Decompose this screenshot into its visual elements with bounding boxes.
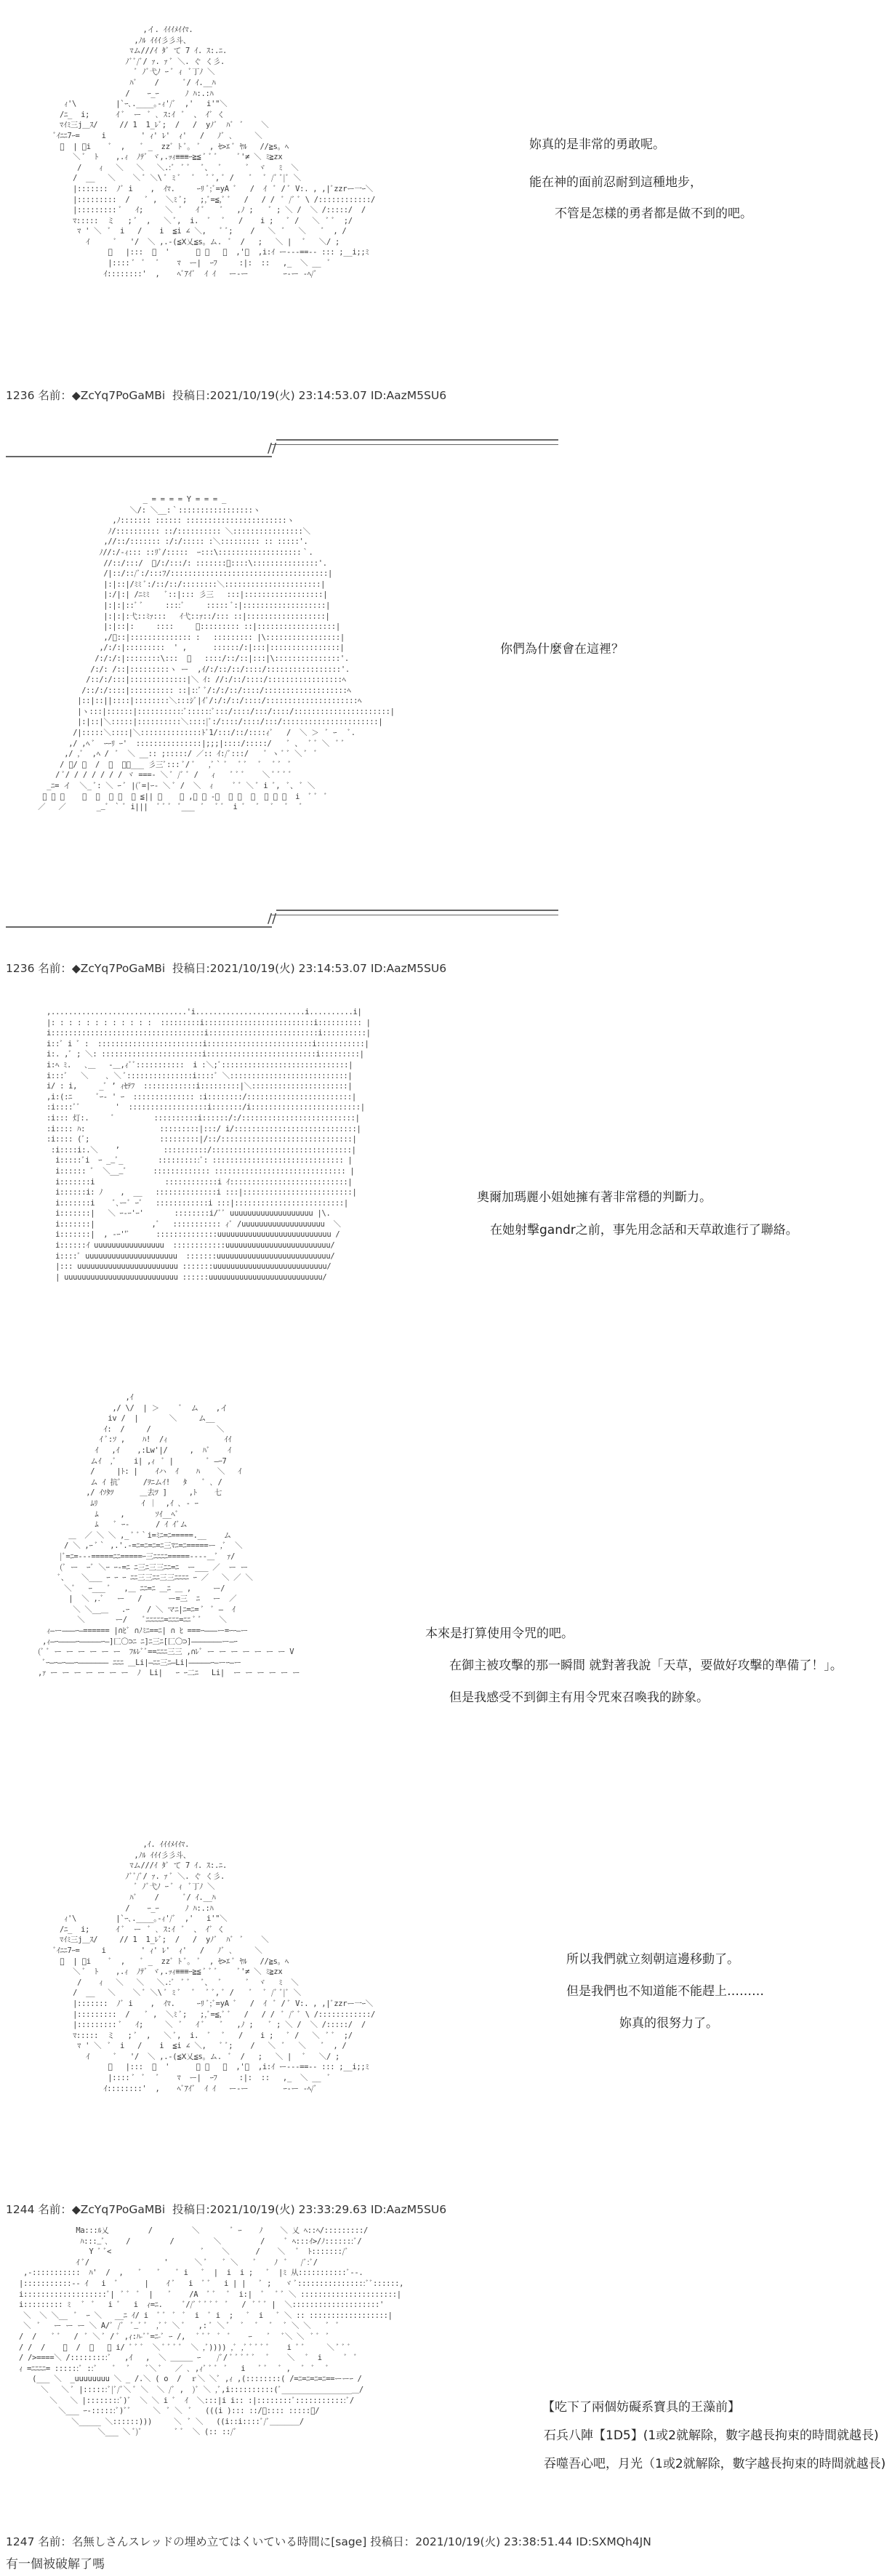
dialogue-line: 能在神的面前忍耐到這種地步，: [529, 175, 702, 190]
dialogue-line: 但是我們也不知道能不能趕上………: [566, 1984, 764, 1999]
ascii-art-figure: _ = = = = Y = = = _ ＼/: ＼__:｀:::::::::::::::::ヽ ,ﾉ::::::: :::::: :::::::::::::::::::::::ヽ ﾉ/:::::::::: ::/:::::::::: ＼::::::::::::::::＼ ,//::/::::::: :/:/::::: :＼::::::::: :: :::::'. ﾉ//:/-ｨ::: ::ﾘﾞ/::::: ｰ:::\:::::::::::::::::::｀. //::/:::/ ﾞ/:/:::/: :::::::＼::::\:::::::::::::::'. /|::/::/ﾞ:/:::ﾌ/::::::::::::::::::::::::::::::::::::| |:|::|/ﾐﾐ ﾞ:/::/::/::::::::＼::::::::::::::::::::::| |:/|:| /ﾆﾐﾐ ﾞ::|::: 彡三 :::|::::::::::::::::::| |:|:|::ﾞ ﾞ ::::ﾞ ::::: ﾞ:|:::::::::::::::::::| |:|:|:弋::ﾐｧ::: ｲ弋::ｧ::/::: ::|::::::::::::::::::| |:|::|: :::: ﾞ::::::::: ::|::::::::::::::::::| ,/ﾞ::|:::::::::::::: : ::::::::: |\:::::::::::::::::| ,/:/:|::::::::: ' , ::::::/:|:::|::::::::::::::::| /:/:/:|::::::::\::: ﾞ ::::/::/::|:::|\:::::::::::::::'. /:/: /::|:::::::::ヽ ー ,ｲ/:/::/::/::::/:::::::::::::::::'. /::/:/:::|:::::::::::::|＼ ｲ: //:/::/::::/:::::::::::::::::ﾍ /::/:/::::|:::::::::: ::|::ﾞ ﾞ/:/:/::/::::/:::::::::::::::::::ﾍ |::|::||::::|::::::::＼:::ｼﾞ|ｲﾞ/:/:/::/::::/:::::::::::::::::::::ﾍ |ヽ:::|::::::|:::::::::::ﾞ::::::ﾞ:::/::::/:::/::::/::::::::::::::::::::::| |:|::|＼:::::|::::::::::＼::::|ﾞ:/::::/::::/:::/::::::::::::::::::::::| /|:::::＼::::|＼::::::::::::::ﾄﾞ1/:::/::/::::ｨﾞ / ＼ ＞ ﾞ ｰ ﾞ. ,/ ,ﾍ ﾞ ｰｰﾘ ｰ' :::::::::::::::|;;;|::::/:::::/ ﾞ 、 ﾞ ﾞ ＼ ﾞ ﾞ ,/ ,ﾞ ,ﾍ / ﾞ ＼ __:: ;:::::/ ／:: ｲ:/ﾞ:::/ ﾞ ヽ ﾞ ﾞ ＼ ﾞ ﾞ / ﾞ/ ﾞ / ﾞ ﾞ＼___ 彡三ﾞ::: ﾞ/ ﾞ ,ﾞ｀ ﾞ ﾞ ﾞ ﾞ ﾞ ﾞ ﾞ / ﾞ/ / / / / / / ヾ ===- ＼ ﾞ /ﾞ ﾞ / ｨ ﾞ ﾞ ﾞ ＼ ﾞ ﾞ ﾞ ﾞ _ﾆ= イ ＼_ ﾞ: ＼ ｰ ﾞ |(ﾞ=|ｰ- ＼ ﾞ / ＼ ｨ ﾞ ﾞ ＼ ﾞ i ﾞ, ﾞ、 ﾞ ＼ ﾞ ｰ ﾞ ﾞ ﾞ ﾞ ﾞ ﾞ ≦|| ﾞ ＼ ,ﾞ ﾞ -＜ ﾞ ﾞ ﾞ ﾞ ﾞ ﾞ i ﾞ ﾞ ﾞ ／ ／ __ﾞ ｀ ﾞ i||| ﾞ ﾞ ﾞ ﾞ___ ﾞ ﾞ ﾞ i ﾞ ﾞ ﾞ ﾞ ﾞ: [38, 495, 395, 812]
dialogue-line: 奧爾加瑪麗小姐她擁有著非常穩的判斷力。: [477, 1190, 712, 1205]
post-header: 1236 名前：◆ZcYq7PoGaMBi ￼ 投稿日:2021/10/19(火) 23:14:53.07 ID:AazM5SU6: [6, 962, 447, 975]
separator-line: [276, 439, 558, 441]
separator-line: [270, 444, 558, 445]
separator-slash: //: [268, 441, 277, 456]
dialogue-line: 妳真的是非常的勇敢呢。: [529, 137, 665, 152]
post-header: 1247 名前：名無しさんスレッドの埋め立てはくいている時間に[sage] 投稿日：2021/10/19(火) 23:38:51.44 ID:SXMQh4JN: [6, 2535, 651, 2548]
separator-slash: //: [268, 911, 277, 926]
separator-line: [276, 910, 558, 911]
post-header: 1244 名前：◆ZcYq7PoGaMBi ￼ 投稿日:2021/10/19(火) 23:33:29.63 ID:AazM5SU6: [6, 2203, 447, 2216]
dialogue-line: 你們為什麼會在這裡？: [500, 642, 624, 657]
separator-line: [6, 926, 272, 928]
ascii-art-figure: ,イ. ｲｲｲﾒｲｲﾏ. ,ﾉﾙ ｲｲｲ彡彡斗、 ﾏム///ｲ ﾀﾞ て 7 ｲ. ｽ:.ﾆ. ﾉﾞﾞ/ﾞ/ ｧ. ｧ ﾞ ＼. ぐ く彡. ﾞ ﾉﾞ弋ﾉ ｰ ﾞ ｨ ﾞ丁ﾉ ＼ ﾊﾞ / ﾞ/ ｲ.__ﾊ / ｰ_ｰ ﾉ ﾊ:.:ﾊ ｨ'\ |`ｰ､.____｡-ｨ'/ﾞ ,' i'"＼ /ﾆ_ i; ｲ ﾞ ー ﾞ ､ ｽ:ｲ ﾞ 、 ｲﾞ く ﾏｲﾐ三j＿ｽ/ // 1 1_ﾚﾞ; / / yﾉﾞ ﾊﾞ ﾞ ＼ ﾞｲﾆﾆ7ｰ= i ' ｨ' ﾚ' ｨ' / ﾉﾞ ､ ＼ ﾞ | ﾞi ﾞ , ﾞ _ zzﾞ ﾄ ﾞ｡ ﾞ , ｾ>ｴ ﾞ ﾔﾙ //≧s。ﾍ ＼ ﾞ ﾄ ,.ｨ ﾉﾃﾞ ヾ,.ｯｨ≡≡≡ｰ≧≦ ﾞ ﾞ ﾞ ﾞ'≠ ＼ ﾐ≧zx / ｨ ＼ ＼ ＼.:ﾞ ﾞ ﾞ ﾞ、 ﾞ ﾞ ヾ ﾐ ＼ / __ ＼ ＼ ﾞ ＼\ ﾞ ﾐ ﾞ ﾞ ﾞ ﾞ, ﾞ / ﾞ ﾞ /ﾞ ﾞ|ﾞ ＼ |::::::: ﾉﾞ i , ｲﾏ. ｰﾘ ﾞ;ﾞ=yA ﾞ / ｲ ﾞ / ﾞ V:. , ,|ﾞzzrー一ｰ＼ |::::::::: / ﾞ , ＼ﾐ ﾞ; ;,ﾞ=≦,ﾞ ﾞ / / / ﾞ /ﾞ ﾞ \ /::::::::::::/ |::::::::: ﾞ ｲ; ＼ ﾞ ｲ ﾞ ﾞ ,ﾉ ; ﾞ ; ＼ / ＼ /:::::/ / ﾏ::::: ミ ; ﾞ , ＼ ﾞ, i. ﾞ ﾞ / i ; ﾞ / ＼ ﾞ ﾞ ;/ ﾏ ' ＼ ﾞ i / i ≦i ∠ ＼, ﾞ ﾞ; / ＼ ﾞ ＼ ﾞ , / ｲ ﾞ '/ ＼ ,.-(≦Ⅹ乂≦s。ム. ﾞ / ; ＼ | ﾞ ＼/ ; ﾞ |::: ﾞ ' ﾞ ﾞ ﾞ ,'ﾞ ,i:ｲ ー---==-- ::: ;__i;;ﾐ |:::: ﾞ ﾞ ﾞ ﾏ ー| ｰﾌ :|: :: ,_ ＼ __ ﾞ ｲ::::::::' , ﾍﾞｱｲﾞ ｲ ｲ ー-ー ｰ-ー -ﾍ/ﾞ: [51, 25, 376, 278]
dialogue-line: 吞噬吾心吧，月光（1或2就解除，數字越長拘束的時間就越長): [544, 2457, 886, 2471]
post-header: 1236 名前：◆ZcYq7PoGaMBi ￼ 投稿日:2021/10/19(火) 23:14:53.07 ID:AazM5SU6: [6, 389, 447, 402]
dialogue-line: 不管是怎樣的勇者都是做不到的吧。: [555, 206, 752, 221]
dialogue-line: 在御主被攻擊的那一瞬間 就對著我說「天草，要做好攻擊的準備了！」。: [449, 1658, 843, 1673]
dialogue-line: 本來是打算使用令咒的吧。: [425, 1626, 574, 1641]
ascii-art-figure: ,ｲ. ｲｲｲﾒｲｲﾏ. ,ﾉﾙ ｲｲｲ彡彡斗、 ﾏム///ｲ ﾀﾞ て 7 ｲ. ｽ:.ﾆ. ﾉﾞﾞ/ﾞ/ ｧ. ｧ ﾞ ＼. ぐ く彡. ﾞ ﾉﾞ弋ﾉ ｰ ﾞ ｨ ﾞ丁ﾉ ＼ ﾊﾞ / ﾞ/ ｲ.__ﾊ / ｰ_ｰ ﾉ ﾊ:.:ﾊ ｨ'\ |`ｰ､.____｡-ｨ'/ﾞ ,' i'"＼ /ﾆ_ i; ｲ ﾞ ー ﾞ ､ ｽ:ｲ ﾞ 、 ｲﾞ く ﾏｲﾐ三j＿ｽ/ // 1 1_ﾚﾞ; / / yﾉﾞ ﾊﾞ ﾞ ＼ ﾞｲﾆﾆ7ｰ= i ' ｨ' ﾚ' ｨ' / ﾉﾞ ､ ＼ ﾞ | ﾞi ﾞ , ﾞ _ zzﾞ ﾄ ﾞ｡ ﾞ , ｾ>ｴ ﾞ ﾔﾙ //≧s。ﾍ ＼ ﾞ ﾄ ,.ｨ ﾉﾃﾞ ヾ,.ｯｨ≡≡≡ｰ≧≦ ﾞ ﾞ ﾞ ﾞ'≠ ＼ ﾐ≧zx / ｨ ＼ ＼ ＼.:ﾞ ﾞ ﾞ ﾞ、 ﾞ ﾞ ヾ ﾐ ＼ / __ ＼ ＼ ﾞ ＼\ ﾞ ﾐ ﾞ ﾞ ﾞ ﾞ, ﾞ / ﾞ ﾞ /ﾞ ﾞ|ﾞ ＼ |::::::: ﾉﾞ i , ｲﾏ. ｰﾘ ﾞ;ﾞ=yA ﾞ / ｲ ﾞ / ﾞ V:. , ,|ﾞzzrー一ｰ＼ |::::::::: / ﾞ , ＼ﾐ ﾞ; ;,ﾞ=≦,ﾞ ﾞ / / / ﾞ /ﾞ ﾞ \ /::::::::::::/ |::::::::: ﾞ ｲ; ＼ ﾞ ｲ ﾞ ﾞ ,ﾉ ; ﾞ ; ＼ / ＼ /:::::/ / ﾏ::::: ミ ; ﾞ , ＼ ﾞ, i. ﾞ ﾞ / i ; ﾞ / ＼ ﾞ ﾞ ;/ ﾏ ' ＼ ﾞ i / i ≦i ∠ ＼, ﾞ ﾞ; / ＼ ﾞ ＼ ﾞ , / ｲ ﾞ '/ ＼ ,.-(≦Ⅹ乂≦s。ム. ﾞ / ; ＼ | ﾞ ＼/ ; ﾞ |::: ﾞ ' ﾞ ﾞ ﾞ ,'ﾞ ,i:ｲ ー---==-- ::: ;__i;;ﾐ |:::: ﾞ ﾞ ﾞ ﾏ ー| ｰﾌ :|: :: ,_ ＼ __ ﾞ ｲ::::::::' , ﾍﾞｱｲﾞ ｲ ｲ ー-ー ｰ-ー -ﾍ/ﾞ: [51, 1840, 376, 2093]
dialogue-line: 在她射擊gandr之前，事先用念話和天草敢進行了聯絡。: [490, 1223, 798, 1237]
dialogue-line: 但是我感受不到御主有用令咒來召喚我的跡象。: [449, 1690, 709, 1705]
separator-line: [6, 456, 272, 457]
dialogue-line: 【吃下了兩個妨礙系寶具的王藻前】: [542, 2400, 740, 2415]
dialogue-line: 妳真的很努力了。: [619, 2016, 718, 2031]
ascii-art-figure: ,ｲ ,/ \/ | ＞ ﾞ ム ,イ iv / | ＼ ム__ ｲ: / / ＼ ｲ ﾞ:ｿ , ﾊ! /ｨ ｲｲ ｲ ,ｲ ,:Lw'|/ , ﾊﾞ ｲ ムｲ ,ﾞ i| ,ｨ ﾞ | ﾞ ―ｰ7 / |ﾄ: | ｲハ ｲ ﾊ ＼ ｲ ム ｲ 抗ﾞ /ｦﾆムｲ! ﾀ ﾞ ､ / ,/ ｲｿﾀﾂ ＿去ﾂ ] ,ﾄ 七 ﾑﾘ ｲ ｜ ,ｲ ､ - ｰ ﾑ , ｿｲ__ﾍﾞ ﾑ ﾞ ｰ- / ｲ ｲﾞム ＿ ／ ＼ ＼ ,_ ﾞ ﾞ｀i=ﾐﾆ=ﾆ=====.__ ム / ＼ ,ｰ ﾞ｀ ,.'.-=ﾆ=ﾆ=ﾆ=ﾆ三ﾏﾆ=ﾆ=====ー ,ﾞ ＼ |ﾞ=ﾆ=---=====ﾆﾆ=====ｰ三ﾆﾆﾆﾆ=====----＿ﾞ ｧ/ (ﾞ ー ｰﾞ ＼ｰ ｰ-=ﾆ ﾆ三ﾆ三三ﾆﾆ=ﾆ ー___ ／ ー ー ﾞ、 ＼___ ｰ ｰ ｰ ﾆﾆ三三ﾆﾆ三三ﾆﾆﾆﾆ ｰ ／ ＼ ／ ＼ ＼ﾞ ｰ___ ﾞ ,＿ ﾆﾆ=ﾆ ＿ﾆ ＿ , ー/ | ＼ ,.ﾞ ー / ー=三 ﾆ ー ／ ＼ ＼__＿ .ｰ / ＼ マﾆ|ﾆ=ﾆ= ﾞ ﾞ ― ｲ ＼ ー/ ﾞﾆﾆﾆﾆﾆ=ﾆﾆﾆ=ﾆﾆ ﾞ ﾞ ＼ ｨ―ー―――ｰ―====== |∩ﾋﾞ ∩ﾉﾐﾆ==ﾆ| ∩ ﾋ ===ｰ―――ー=ｰｰ―ー ,ｨ―ｰ――――ｰ―――――ｰ―]匚〇⊃ﾆ ﾆ]ﾆ三ﾆ[匚〇⊃]―――――――ー―ｰ (ﾞ ﾞ ー ー ー ー ー ー ﾌﾙﾚﾞﾞ==ﾆﾆﾆ三三 ,∩ﾚﾞ ー ー ー ー ー ー ー V ﾞｰ―ｰ―ｰ――ｰ――――――― ﾆﾆﾆ ＿Li|―ﾆﾆ三ﾆ―Li|―――――ｰ―ーｰ―ー ,ｧ ー ー ー ー ー ー ー ﾉ Li| ｰ ｰ二ﾆ Li| ー ー ー ー ー ー: [38, 1393, 300, 1678]
reply-text: 有一個被破解了嗎: [6, 2557, 105, 2572]
ascii-art-figure: ,...............................'i.........................i..........i| |: : : : : : : : : : : : :::::::::i:::::::::::::::::::::::::i:::::::::: | i:::::::::::::::::::::::::::::::::::i:::::::::::::::::::::::::i::::::::::| i::ﾞ i ﾞ : ::::::::::::::::::::::::i::::::::::::::::::::::::i:::::::::::| i:. ,ﾞ ; ＼: :::::::::::::::::::::::i:::::::::::::::::::::::::i:::::::::| i:ﾍ ﾐ. ､＿ ‐＿,ｨﾞﾞ::::::::::: i :＼;ﾞ:::::::::::::::::::::::::::::| i:::ﾞ ＼ ､ ＼ ﾞ:::::::::::::::i::::ﾞ ＼:::::::::::::::::::::::::::| i/ : i, _ﾞ ’ ｨｾﾃﾌ ::::::::::::i:::::::::|＼::::::::::::::::::::::| ,i:(:ﾆ ﾞｰ- ' ｰ :::::::::::::: :i::::::::/::::::::::::::::::::::::| :i::::ﾞﾞ ' ::::::::::::::::::i:::::::/i:::::::::::::::::::::::::| :i::: 灯:. ﾞ ::::::::::i::::::/:/::::::::::::::::::::::::::| :i:::: ﾊ: :::::::::|:::/ i/::::::::::::::::::::::::::::| :i:::: (ﾞ; :::::::::|/::/::::::::::::::::::::::::::::::| :i::::i:.＼ ’ ::::::::::/::::::::::::::::::::::::::::::::| i:::::ﾞi ｰ __ﾞ_ ::::::::::ﾞ: :::::::::::::::::::::::::::::: | i:::::: ﾞ ＼___ﾞ ::::::::::::: :::::::::::::::::::::::::::::: | i:::::::i ::::::::::::i ｲ:::::::::::::::::::::::::::| i::::::i: ﾉ , __ ::::::::::::::i :::|:::::::::::::::::::::::::| i:::::::i ﾞ､ーﾞ ｰﾞ ::::::::::::i :::|:::::::::::::::::::::::::| i:::::::| ＼ ｰ-ｰ'ｰ' ::::::::i/ﾞﾞ uuuuuuuuuuuuuuuuuuu |\. i:::::::| ,ﾞ ::::::::::: ｨﾞ /uuuuuuuuuuuuuuuuuuu ＼ i:::::::| , -ｰ''ﾞ ::::::::::::::uuuuuuuuuuuuuuuuuuuuuuuuuu / i::::::ｲ uuuuuuuuuuuuuuuu ::::::::::::uuuuuuuuuuuuuuuuuuuuuuuu/ i::::ﾞ uuuuuuuuuuuuuuuuuuuuu :::::::uuuuuuuuuuuuuuuuuuuuuuuuuu/ |::: uuuuuuuuuuuuuuuuuuuuuuu :::::::uuuuuuuuuuuuuuuuuuuuuuuuuu/ | uuuuuuuuuuuuuuuuuuuuuuuuuu ::::::uuuuuuuuuuuuuuuuuuuuuuuuuu/: [47, 1008, 371, 1282]
dialogue-line: 石兵八陣【1D5】(1或2就解除，數字越長拘束的時間就越長): [544, 2428, 879, 2443]
dialogue-line: 所以我們就立刻朝這邊移動了。: [566, 1952, 739, 1967]
ascii-art-figure: Ma:::ﾙ乂 / ＼ ﾞ ｰ ﾉ ＼ 乂 ﾍ::ﾍ/:::::::::/ ﾊ:::_ﾞ､ / / ＼ / ﾞ ﾍ:::ｲ>/ﾉ:::::::ﾞ/ Y ﾞ ﾞ< ﾞ ＼ / ＼ ﾞ ﾄ:::::::/ﾞ ｲ ﾞ/ ' ＼ ﾞ ﾞ ＼ ﾞ ﾉ ﾞ /ﾞ:ﾞ/ ,-::::::::::: ﾊ' / , ﾞ ﾞ ﾞ i ﾞ | i i ; ﾞ |ﾐ 从:::::::::::ﾞ--. |:::::::::::-- ｲ i ﾞ | ｲ ﾞ i ﾞ ﾞ i | | ﾞ ; ヾ ﾞ::::::::::::::::ﾞﾞ::::::, i:::::::::::::::::::ﾞ| ﾞ ﾞ ﾞ | ﾞ /A ﾞ ﾞ ﾞ i:| ﾞ ﾞ ﾞ ＼ ::::::::::::::::::::::| i::::::::: ﾐ ﾞ ﾞ i ﾞ i ｨ=ﾆ. ﾞ//ﾞ ﾞ ﾞ ﾞ ﾞ ﾞ / ﾞ ﾞ ﾞ | ＼::::::::::::::::::::' ＼ ＼ ＼__ ﾞ ｰ ＼ __ﾆ ｲ/ i ﾞ ﾞ ﾞ ﾞ i ﾞ i ; ﾞ i ﾞ ＼ :: ::::::::::::::::::| ＼ ﾞ ー ー ー ＼ A/ﾞ /ﾞ ﾞ_ﾞ ﾞ ,ﾞ ﾞ ＼ ﾞ ,: ﾞ ＼ ﾞ ﾞ ﾞ ﾞ ﾞ ＼ ＼ ﾞ ﾞ / / ﾞ ﾞ / ﾞ ＼ ﾞ / ﾞ ,ｨ:ﾊ-ﾞﾞ=ﾆ-ﾞ ｰ /, ﾞ ﾞ ﾞ ﾞ ﾞ ｰ ﾞ ﾞ＼ ＼ ﾞ ﾞ ﾞ / / / ﾞ / ﾞ ﾞ i/ ﾞ ﾞ ﾞ ＼ ﾞ ﾞ ﾞ ﾞ ＼ ,ﾞ)))) ,ﾞ ,ﾞ ﾞ ﾞ ﾞ ﾞ i ﾞ ﾞ ＼ ﾞ ﾞ ﾞ / />====＼ /:::::::::ﾞ ,ｲ , ＼ ＿＿＿ ｰ /ﾞ/ ﾞ ﾞ ﾞ ﾞ ﾞ ﾞ ＼ ﾞ i ﾞ ﾞ ｨ =ﾆﾆﾆﾆ= ::::::ﾞ ::ﾞ ﾞ ﾞ ﾞ＼ ﾞ ／ ､ ,ｨﾞ ﾞ ﾞ ﾞ i ﾞ ﾞ ﾞ , ﾞ ﾞ ﾞ (___ ＼ _uuuuuuuu ＼ _ /.＼ ( o / ｒ＼ ＼ﾞ ,ｨ ,(::::::::( /=ﾆ=ﾆ=ﾆ=ﾆ==ーーｰ / ＼ ＼ ﾞ |::::::ﾞ|ﾞ/ﾞ＼ ﾞ ＼ ＼ /ﾞ , )ﾞ ＼ ,ﾞ,i::::::::::(ﾞ________________＿/ ＼ ＼ |::::::::ﾞ)ﾞ ＼ ＼ i ﾞ ｲ ＼:::|i i:: :|::::::::ﾞ::::::::::::ﾞ/ ＼___ ｰ-::::::ﾞ)ﾞﾞ ＼ ﾞ ＼ ﾞ (((i )::: ::/ﾞ:::: :::::ﾞ/ ＼_____ ＼::::::))) ＼ ﾞ ＼ ((i::i::::ﾞ/ﾞ＿＿＿＿/ ＼___ ＼ ﾞ)ﾞ ﾞ ﾞ ＼ (:: ::/ﾞ: [19, 2226, 404, 2437]
